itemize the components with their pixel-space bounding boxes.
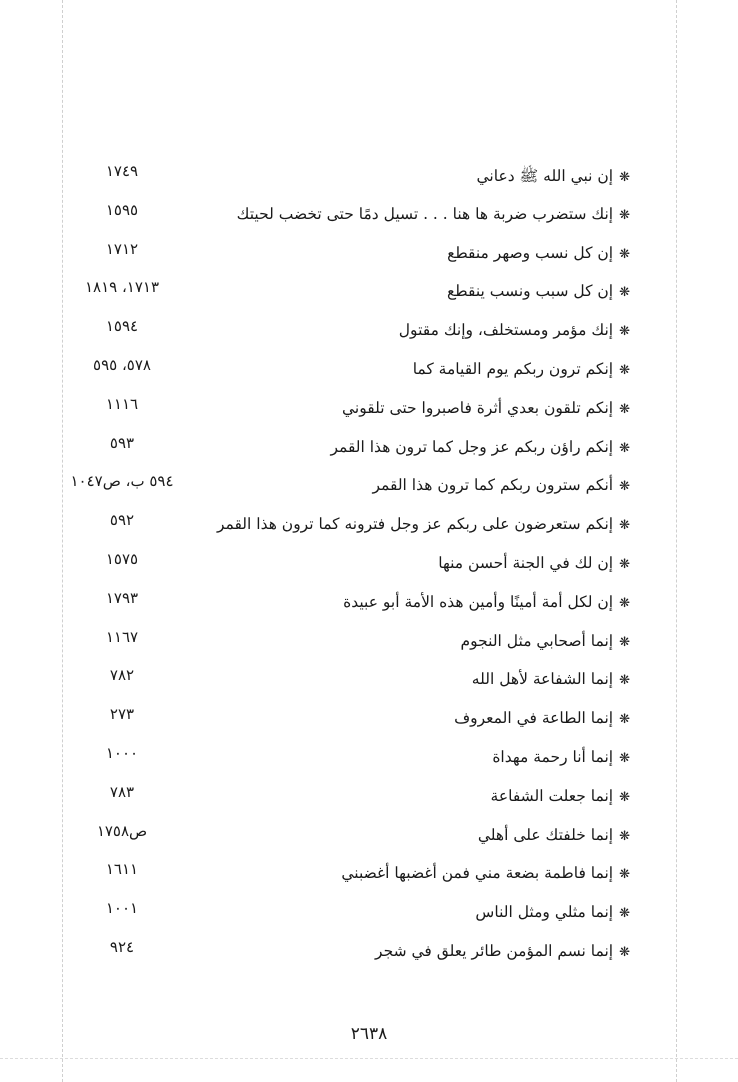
star-bullet-icon: ❋ — [619, 867, 630, 883]
index-entry — [0, 587, 738, 626]
margin-guide-bottom — [0, 1058, 738, 1059]
entry-text: ❋إنكم ستعرضون على ربكم عز وجل فترونه كما ترون هذا القمر — [216, 515, 630, 534]
entry-reference: ١٠٠١ — [105, 899, 139, 918]
star-bullet-icon: ❋ — [619, 362, 630, 378]
entry-reference: ١٧٤٩ — [105, 162, 139, 180]
entry-reference: ٩٢٤ — [109, 937, 135, 956]
entry-reference: ٥٩٢ — [109, 511, 135, 530]
star-bullet-icon: ❋ — [619, 789, 630, 805]
entry-reference: ٥٩٣ — [109, 433, 135, 452]
index-entry — [0, 626, 738, 665]
entry-text: ❋إن لك في الجنة أحسن منها — [438, 553, 630, 572]
star-bullet-icon: ❋ — [619, 906, 630, 922]
star-bullet-icon: ❋ — [619, 207, 630, 223]
star-bullet-icon: ❋ — [619, 712, 630, 728]
entry-reference: ١٥٩٥ — [105, 200, 139, 219]
entry-reference: ١٧٩٣ — [105, 588, 139, 607]
index-entry — [0, 160, 738, 199]
star-bullet-icon: ❋ — [619, 944, 630, 960]
entry-text: ❋إنك مؤمر ومستخلف، وإنك مقتول — [398, 321, 630, 340]
entry-text: ❋إن لكل أمة أمينًا وأمين هذه الأمة أبو عبيدة — [343, 592, 630, 611]
entry-reference: ص١٧٥٨ — [96, 821, 148, 840]
entry-reference: ١١٦٧ — [105, 627, 139, 646]
entry-text: ❋إنما خلفتك على أهلي — [477, 825, 630, 844]
index-entry — [0, 897, 738, 936]
index-entry — [0, 238, 738, 277]
entry-reference: ١٧١٢ — [105, 239, 139, 258]
entry-reference: ١٠٠٠ — [105, 743, 139, 762]
index-entry — [0, 199, 738, 238]
star-bullet-icon: ❋ — [619, 673, 630, 689]
index-entry — [0, 664, 738, 703]
entry-reference: ٥٩٤ ب، ص١٠٤٧ — [70, 472, 174, 491]
star-bullet-icon: ❋ — [619, 479, 630, 495]
entry-text: ❋إن كل نسب وصهر منقطع — [447, 243, 630, 262]
index-entry — [0, 393, 738, 432]
index-entry — [0, 858, 738, 897]
index-entry — [0, 820, 738, 859]
index-entry — [0, 276, 738, 315]
entry-reference: ١٥٩٤ — [105, 317, 139, 336]
entry-text: ❋أنكم سترون ربكم كما ترون هذا القمر — [372, 476, 630, 495]
entry-text: ❋إنكم ترون ربكم يوم القيامة كما — [412, 359, 630, 378]
entry-text: ❋إنما الشفاعة لأهل الله — [471, 670, 630, 689]
entry-reference: ٥٧٨، ٥٩٥ — [93, 355, 151, 374]
index-entry-list — [0, 160, 738, 975]
entry-reference: ١٧١٣، ١٨١٩ — [84, 278, 160, 297]
entry-reference: ١٥٧٥ — [105, 549, 139, 568]
entry-text: ❋إنكم تلقون بعدي أثرة فاصبروا حتى تلقوني — [341, 398, 630, 417]
index-entry — [0, 354, 738, 393]
entry-reference: ٧٨٢ — [109, 666, 135, 685]
entry-text: ❋إنما جعلت الشفاعة — [490, 786, 630, 805]
index-entry — [0, 315, 738, 354]
star-bullet-icon: ❋ — [619, 828, 630, 844]
entry-text: ❋إنك ستضرب ضربة ها هنا . . . تسيل دمًا حتى تخضب لحيتك — [236, 204, 630, 223]
entry-text: ❋إنكم راؤن ربكم عز وجل كما ترون هذا القمر — [330, 437, 630, 456]
star-bullet-icon: ❋ — [619, 634, 630, 650]
entry-text: ❋إنما أصحابي مثل النجوم — [460, 631, 630, 650]
index-entry — [0, 509, 738, 548]
star-bullet-icon: ❋ — [619, 285, 630, 301]
star-bullet-icon: ❋ — [619, 324, 630, 340]
entry-text: ❋إن كل سبب ونسب ينقطع — [447, 282, 630, 301]
star-bullet-icon: ❋ — [619, 595, 630, 611]
entry-reference: ١٦١١ — [105, 860, 139, 879]
star-bullet-icon: ❋ — [619, 246, 630, 262]
index-entry — [0, 470, 738, 509]
star-bullet-icon: ❋ — [619, 518, 630, 534]
star-bullet-icon: ❋ — [619, 401, 630, 417]
entry-text: ❋إنما نسم المؤمن طائر يعلق في شجر — [375, 941, 630, 960]
index-entry — [0, 703, 738, 742]
entry-text: ❋إنما فاطمة بضعة مني فمن أغضبها أغضبني — [341, 864, 630, 883]
index-entry — [0, 742, 738, 781]
index-entry — [0, 432, 738, 471]
star-bullet-icon: ❋ — [619, 556, 630, 572]
entry-reference: ٧٨٣ — [109, 782, 135, 801]
entry-text: ❋إنما أنا رحمة مهداة — [492, 747, 630, 766]
index-entry — [0, 781, 738, 820]
index-entry — [0, 548, 738, 587]
page-number: ٢٦٣٨ — [350, 1024, 388, 1044]
entry-reference: ٢٧٣ — [109, 705, 135, 724]
index-entry — [0, 936, 738, 975]
star-bullet-icon: ❋ — [619, 750, 630, 766]
entry-text: ❋إنما مثلي ومثل الناس — [475, 903, 630, 922]
entry-text: ❋إن نبي الله ﷺ دعاني — [476, 167, 630, 185]
star-bullet-icon: ❋ — [619, 170, 630, 185]
entry-reference: ١١١٦ — [105, 394, 139, 413]
entry-text: ❋إنما الطاعة في المعروف — [454, 709, 630, 728]
star-bullet-icon: ❋ — [619, 440, 630, 456]
